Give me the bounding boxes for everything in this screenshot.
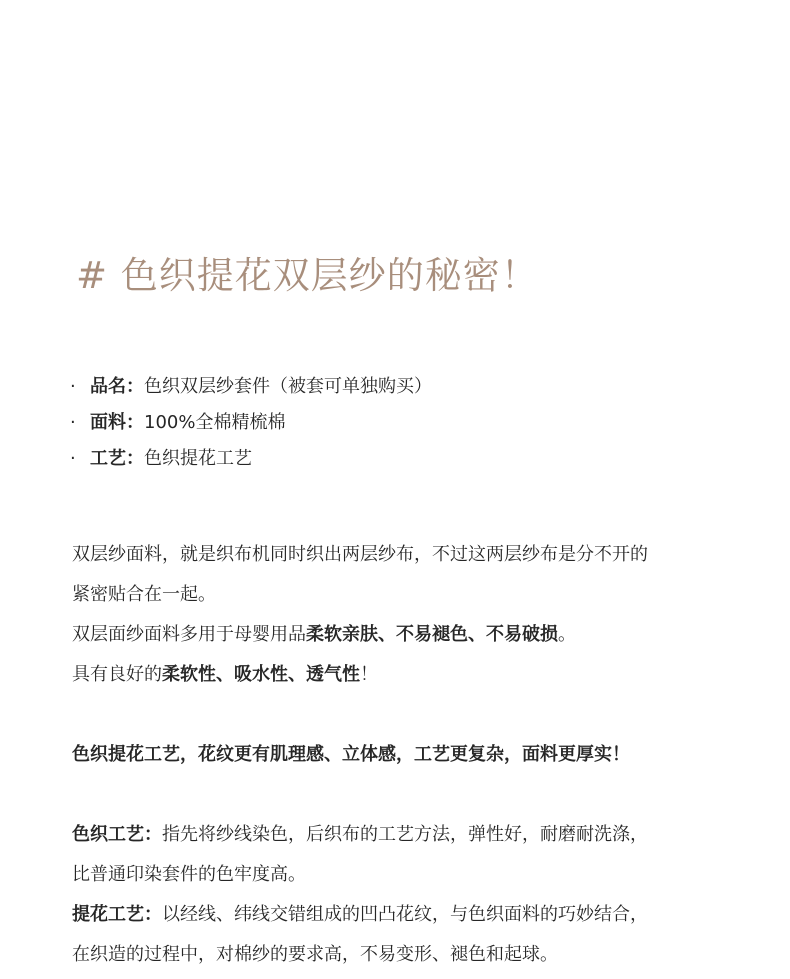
- intro-text: 具有良好的: [72, 664, 162, 685]
- process-line: 在织造的过程中，对棉纱的要求高，不易变形、褪色和起球。: [72, 944, 558, 965]
- intro-line: [72, 615, 732, 655]
- intro-line: 双层纱面料，就是织布机同时织出两层纱布，不过这两层纱布是分不开的: [72, 544, 648, 565]
- bullet-icon: ·: [70, 448, 76, 469]
- intro-paragraph: [72, 535, 732, 695]
- bullet-icon: ·: [70, 376, 76, 397]
- highlight-line: 色织提花工艺，花纹更有肌理感、立体感，工艺更复杂，面料更厚实！: [72, 744, 630, 765]
- intro-emphasis: 柔软性、吸水性、透气性: [162, 664, 360, 685]
- process-key: 色织工艺：: [72, 824, 162, 845]
- spec-value: 色织双层纱套件（被套可单独购买）: [144, 376, 432, 397]
- intro-line: [72, 655, 732, 695]
- spec-key: 工艺：: [90, 448, 144, 469]
- process-text: 以经线、纬线交错组成的凹凸花纹，与色织面料的巧妙结合，: [162, 904, 648, 925]
- intro-line: 紧密贴合在一起。: [72, 584, 216, 605]
- process-line: 比普通印染套件的色牢度高。: [72, 864, 306, 885]
- process-paragraph: [72, 815, 732, 975]
- intro-text: 。: [558, 624, 576, 645]
- spec-value: 100%全棉精梳棉: [144, 412, 286, 433]
- process-line: [72, 895, 732, 935]
- intro-emphasis: 柔软亲肤、不易褪色、不易破损: [306, 624, 558, 645]
- spec-key: 品名：: [90, 376, 144, 397]
- spec-value: 色织提花工艺: [144, 448, 252, 469]
- intro-text: 双层面纱面料多用于母婴用品: [72, 624, 306, 645]
- process-line: [72, 815, 732, 855]
- process-key: 提花工艺：: [72, 904, 162, 925]
- spec-item-name: [70, 369, 750, 405]
- process-text: 指先将纱线染色，后织布的工艺方法，弹性好，耐磨耐洗涤，: [162, 824, 648, 845]
- spec-item-fabric: [70, 405, 750, 441]
- bullet-icon: ·: [70, 412, 76, 433]
- highlight-paragraph: [72, 735, 732, 775]
- section-heading: # 色织提花双层纱的秘密！: [76, 254, 539, 297]
- spec-key: 面料：: [90, 412, 144, 433]
- intro-text: ！: [360, 664, 378, 685]
- spec-list: [70, 369, 750, 477]
- spec-item-craft: [70, 441, 750, 477]
